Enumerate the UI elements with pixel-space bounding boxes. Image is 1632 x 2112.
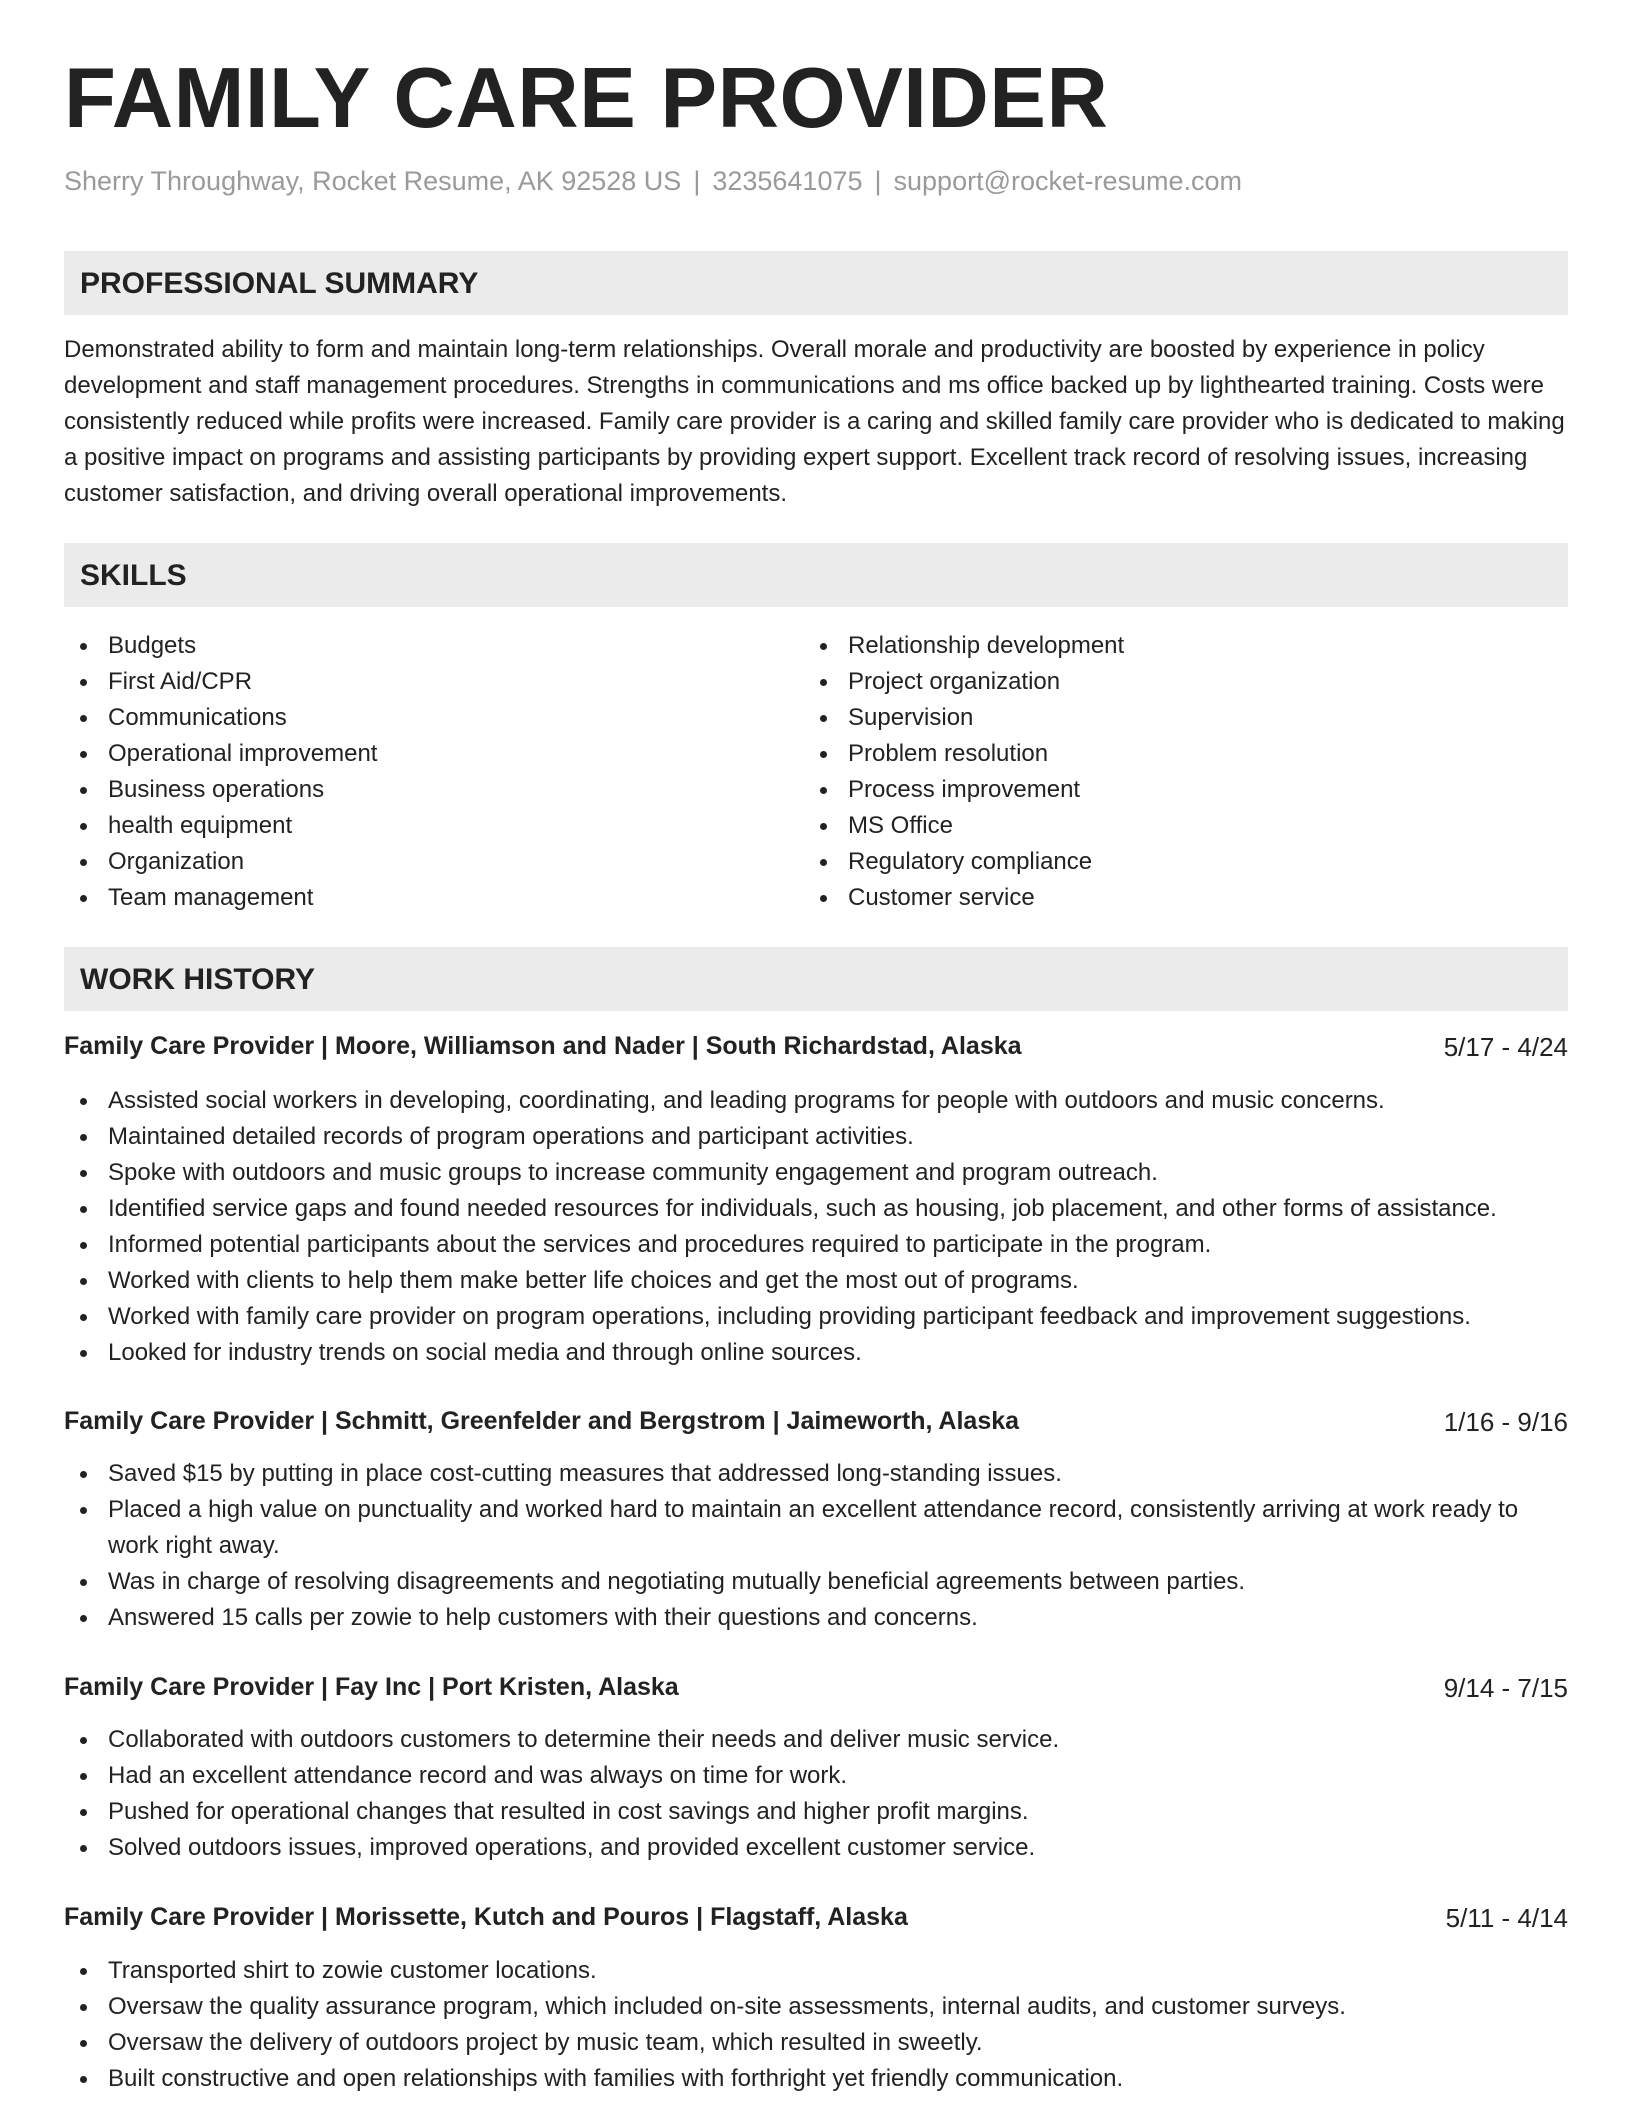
job-title: Family Care Provider | Morissette, Kutch and Pouros | Flagstaff, Alaska (64, 1903, 908, 1931)
contact-phone: 3235641075 (712, 166, 863, 196)
job-bullet: Worked with clients to help them make better life choices and get the most out of programs. (64, 1263, 1568, 1299)
skill-item: First Aid/CPR (64, 664, 784, 700)
contact-separator: | (693, 166, 701, 196)
job-bullets (64, 1722, 1568, 1866)
job-bullet: Looked for industry trends on social media and through online sources. (64, 1335, 1568, 1371)
job-bullet: Had an excellent attendance record and was always on time for work. (64, 1758, 1568, 1794)
job-dates: 5/17 - 4/24 (1443, 1032, 1568, 1062)
section-header-summary (64, 251, 1568, 315)
job-bullet: Assisted social workers in developing, coordinating, and leading programs for people with outdoors and music concerns. (64, 1083, 1568, 1119)
contact-email: support@rocket-resume.com (893, 166, 1243, 196)
job-heading (64, 1407, 1568, 1437)
resume-page (64, 0, 1568, 2112)
job-heading (64, 1673, 1568, 1703)
skill-item: Project organization (804, 664, 1568, 700)
skill-item: Process improvement (804, 772, 1568, 808)
job-heading (64, 1032, 1568, 1062)
section-title-work-history: WORK HISTORY (80, 963, 316, 996)
skills-list-left (64, 628, 784, 916)
job-bullet: Collaborated with outdoors customers to determine their needs and deliver music service. (64, 1722, 1568, 1758)
job-bullet: Pushed for operational changes that resulted in cost savings and higher profit margins. (64, 1794, 1568, 1830)
job-title: Family Care Provider | Fay Inc | Port Kristen, Alaska (64, 1673, 679, 1701)
skill-item: Team management (64, 880, 784, 916)
job-bullet: Oversaw the quality assurance program, which included on-site assessments, internal audits, and customer surveys. (64, 1989, 1568, 2025)
section-header-skills (64, 543, 1568, 607)
job-bullet: Was in charge of resolving disagreements and negotiating mutually beneficial agreements between parties. (64, 1564, 1568, 1600)
skills-list-right (804, 628, 1568, 916)
section-title-skills: SKILLS (80, 559, 187, 592)
job-title: Family Care Provider | Schmitt, Greenfelder and Bergstrom | Jaimeworth, Alaska (64, 1407, 1020, 1435)
job-bullet: Saved $15 by putting in place cost-cutting measures that addressed long-standing issues. (64, 1456, 1568, 1492)
job-bullet: Built constructive and open relationships with families with forthright yet friendly communication. (64, 2061, 1568, 2097)
skill-item: Customer service (804, 880, 1568, 916)
job-bullet: Solved outdoors issues, improved operations, and provided excellent customer service. (64, 1830, 1568, 1866)
section-title-summary: PROFESSIONAL SUMMARY (80, 267, 479, 300)
job-dates: 9/14 - 7/15 (1443, 1673, 1568, 1703)
job-bullet: Placed a high value on punctuality and worked hard to maintain an excellent attendance record, consistently arriving at work ready to work right away. (64, 1492, 1568, 1564)
skill-item: Relationship development (804, 628, 1568, 664)
skill-item: Business operations (64, 772, 784, 808)
skill-item: Organization (64, 844, 784, 880)
job-dates: 1/16 - 9/16 (1443, 1407, 1568, 1437)
skill-item: Regulatory compliance (804, 844, 1568, 880)
section-header-work-history (64, 947, 1568, 1011)
job-bullets (64, 1953, 1568, 2097)
job-bullet: Transported shirt to zowie customer locations. (64, 1953, 1568, 1989)
skill-item: MS Office (804, 808, 1568, 844)
resume-title: FAMILY CARE PROVIDER (64, 51, 1109, 146)
skill-item: Communications (64, 700, 784, 736)
skill-item: Operational improvement (64, 736, 784, 772)
job-bullet: Answered 15 calls per zowie to help customers with their questions and concerns. (64, 1600, 1568, 1636)
job-bullet: Informed potential participants about the services and procedures required to participate in the program. (64, 1227, 1568, 1263)
job-title: Family Care Provider | Moore, Williamson and Nader | South Richardstad, Alaska (64, 1032, 1022, 1060)
job-bullets (64, 1456, 1568, 1636)
contact-address: Sherry Throughway, Rocket Resume, AK 92528 US (64, 166, 682, 196)
contact-separator: | (874, 166, 882, 196)
skill-item: Problem resolution (804, 736, 1568, 772)
contact-line (64, 168, 1242, 195)
job-bullet: Worked with family care provider on program operations, including providing participant feedback and improvement suggestions. (64, 1299, 1568, 1335)
job-heading (64, 1903, 1568, 1933)
job-bullet: Spoke with outdoors and music groups to increase community engagement and program outreach. (64, 1155, 1568, 1191)
job-bullet: Identified service gaps and found needed resources for individuals, such as housing, job placement, and other forms of assistance. (64, 1191, 1568, 1227)
job-bullet: Maintained detailed records of program operations and participant activities. (64, 1119, 1568, 1155)
skill-item: Budgets (64, 628, 784, 664)
job-dates: 5/11 - 4/14 (1445, 1903, 1568, 1933)
skill-item: Supervision (804, 700, 1568, 736)
skill-item: health equipment (64, 808, 784, 844)
job-bullets (64, 1083, 1568, 1371)
job-bullet: Oversaw the delivery of outdoors project by music team, which resulted in sweetly. (64, 2025, 1568, 2061)
summary-text: Demonstrated ability to form and maintain long-term relationships. Overall morale and productivity are boosted by experience in policy development and staff management procedures. Strengths in communications and ms office backed up by lighthearted training. Costs were consistently reduced while profits were increased. Family care provider is a caring and skilled family care provider who is dedicated to making a positive impact on programs and assisting participants by providing expert support. Excellent track record of resolving issues, increasing customer satisfaction, and driving overall operational improvements. (64, 336, 1565, 507)
